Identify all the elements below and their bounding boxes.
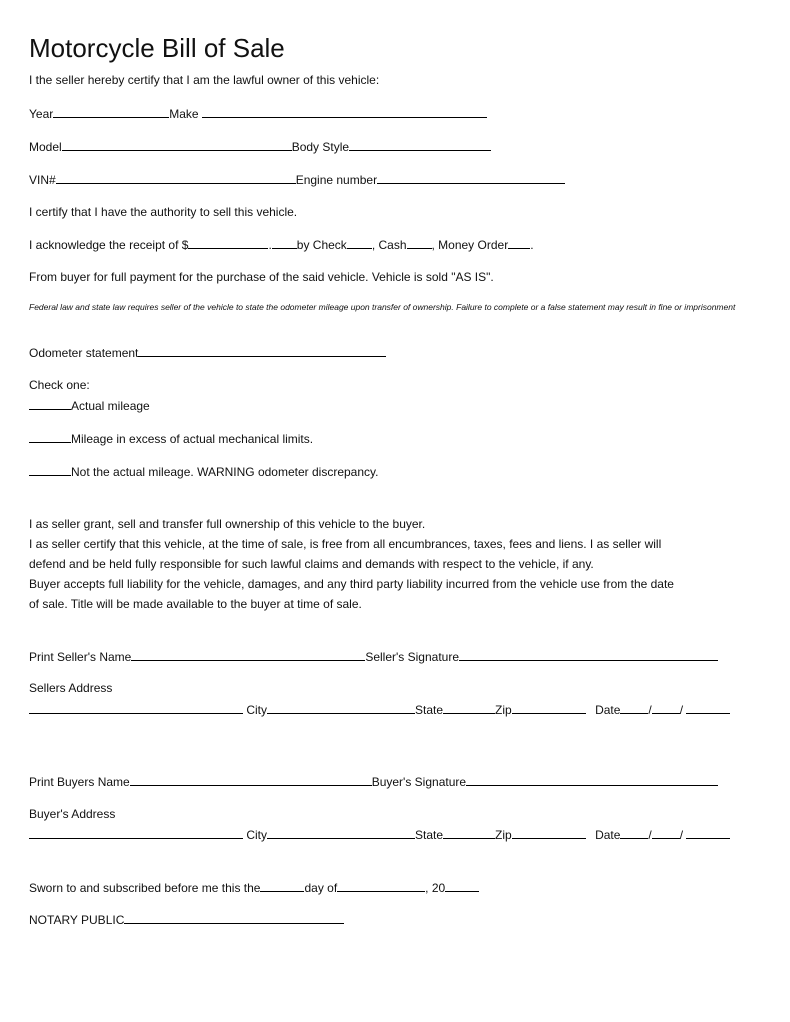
check-field[interactable] xyxy=(347,237,372,249)
buyer-date-month-field[interactable] xyxy=(620,827,648,839)
sworn-year-field[interactable] xyxy=(445,880,479,892)
cash-field[interactable] xyxy=(407,237,432,249)
check-option-not-actual xyxy=(29,464,378,479)
seller-name-label: Print Seller's Name xyxy=(29,650,132,664)
vin-label: VIN# xyxy=(29,173,56,187)
intro-text: I the seller hereby certify that I am the lawful owner of this vehicle: xyxy=(29,73,380,87)
by-check-label: by Check xyxy=(296,238,347,252)
date-slash: / xyxy=(648,703,652,717)
date-slash: / xyxy=(648,828,652,842)
check-option-label: Not the actual mileage. WARNING odometer discrepancy. xyxy=(71,465,379,479)
check-option-excess xyxy=(29,431,313,446)
date-label: Date xyxy=(595,703,621,717)
authority-text: I certify that I have the authority to sell this vehicle. xyxy=(29,205,298,219)
check-option-actual xyxy=(29,398,150,413)
buyer-address-label: Buyer's Address xyxy=(29,807,116,821)
state-label: State xyxy=(415,828,444,842)
buyer-name-row xyxy=(29,774,718,789)
seller-name-field[interactable] xyxy=(131,649,365,661)
year-prefix-label: , 20 xyxy=(425,881,446,895)
engine-label: Engine number xyxy=(295,173,378,187)
vin-field[interactable] xyxy=(56,172,296,184)
body-style-field[interactable] xyxy=(349,139,491,151)
city-label: City xyxy=(246,828,268,842)
buyer-zip-field[interactable] xyxy=(512,827,586,839)
date-label: Date xyxy=(595,828,621,842)
sworn-label: Sworn to and subscribed before me this the xyxy=(29,881,261,895)
buyer-signature-field[interactable] xyxy=(466,774,718,786)
odometer-field[interactable] xyxy=(138,345,386,357)
receipt-prefix: I acknowledge the receipt of $ xyxy=(29,238,189,252)
transfer-paragraph xyxy=(29,514,759,614)
date-slash: / xyxy=(679,703,684,717)
transfer-line: I as seller certify that this vehicle, at the time of sale, is free from all encumbrances, taxes, fees and liens. I as seller will xyxy=(29,537,662,551)
zip-label: Zip xyxy=(495,703,512,717)
transfer-line: I as seller grant, sell and transfer full ownership of this vehicle to the buyer. xyxy=(29,517,426,531)
seller-city-field[interactable] xyxy=(267,702,415,714)
zip-label: Zip xyxy=(495,828,512,842)
sworn-month-field[interactable] xyxy=(337,880,425,892)
buyer-state-field[interactable] xyxy=(443,827,495,839)
check-option-label: Actual mileage xyxy=(71,399,150,413)
year-field[interactable] xyxy=(53,106,169,118)
receipt-row xyxy=(29,237,534,252)
body-style-label: Body Style xyxy=(291,140,350,154)
buyer-signature-label: Buyer's Signature xyxy=(371,775,467,789)
cash-label: , Cash xyxy=(371,238,407,252)
check-excess-field[interactable] xyxy=(29,431,71,443)
state-label: State xyxy=(415,703,444,717)
transfer-line: defend and be held fully responsible for such lawful claims and demands with respect to the vehicle, if any. xyxy=(29,557,594,571)
seller-address-field[interactable] xyxy=(29,702,243,714)
sworn-day-field[interactable] xyxy=(260,880,304,892)
odometer-row xyxy=(29,345,386,360)
model-body-row xyxy=(29,139,491,154)
seller-state-field[interactable] xyxy=(443,702,495,714)
date-slash: / xyxy=(679,828,684,842)
money-order-field[interactable] xyxy=(508,237,530,249)
notary-row xyxy=(29,912,344,927)
seller-date-month-field[interactable] xyxy=(620,702,648,714)
buyer-address-field[interactable] xyxy=(29,827,243,839)
engine-number-field[interactable] xyxy=(377,172,565,184)
buyer-name-label: Print Buyers Name xyxy=(29,775,130,789)
money-order-label: , Money Order xyxy=(431,238,509,252)
odometer-label: Odometer statement xyxy=(29,346,139,360)
seller-date-year-field[interactable] xyxy=(686,702,730,714)
seller-address-label: Sellers Address xyxy=(29,681,113,695)
notary-signature-field[interactable] xyxy=(124,912,344,924)
amount-dollars-field[interactable] xyxy=(188,237,268,249)
model-label: Model xyxy=(29,140,62,154)
receipt-end: . xyxy=(530,238,534,252)
transfer-line: of sale. Title will be made available to the buyer at time of sale. xyxy=(29,597,362,611)
sworn-row xyxy=(29,880,479,895)
seller-date-day-field[interactable] xyxy=(652,702,680,714)
vin-engine-row xyxy=(29,172,565,187)
buyer-date-day-field[interactable] xyxy=(652,827,680,839)
transfer-line: Buyer accepts full liability for the vehicle, damages, and any third party liability incurred from the vehicle use from the date xyxy=(29,577,674,591)
year-label: Year xyxy=(29,107,54,121)
seller-signature-label: Seller's Signature xyxy=(365,650,460,664)
buyer-date-year-field[interactable] xyxy=(686,827,730,839)
seller-name-row xyxy=(29,649,718,664)
model-field[interactable] xyxy=(62,139,292,151)
amount-cents-field[interactable] xyxy=(272,237,297,249)
receipt-decimal: . xyxy=(268,238,272,252)
make-field[interactable] xyxy=(202,106,487,118)
buyer-address-row xyxy=(29,827,730,842)
year-make-row xyxy=(29,106,487,121)
day-of-label: day of xyxy=(304,881,338,895)
notary-public-label: NOTARY PUBLIC xyxy=(29,913,125,927)
page-title: Motorcycle Bill of Sale xyxy=(29,33,285,63)
full-payment-text: From buyer for full payment for the purchase of the said vehicle. Vehicle is sold "AS IS". xyxy=(29,270,494,284)
check-actual-field[interactable] xyxy=(29,398,71,410)
buyer-city-field[interactable] xyxy=(267,827,415,839)
federal-law-note: Federal law and state law requires seller of the vehicle to state the odometer mileage upon transfer of ownership. Failure to complete or a false statement may result in fine or imprisonment xyxy=(29,302,736,312)
city-label: City xyxy=(246,703,268,717)
check-option-label: Mileage in excess of actual mechanical limits. xyxy=(71,432,314,446)
buyer-name-field[interactable] xyxy=(130,774,372,786)
seller-address-row xyxy=(29,702,730,717)
seller-signature-field[interactable] xyxy=(459,649,718,661)
make-label: Make xyxy=(169,107,199,121)
check-one-label: Check one: xyxy=(29,378,90,392)
check-not-actual-field[interactable] xyxy=(29,464,71,476)
seller-zip-field[interactable] xyxy=(512,702,586,714)
